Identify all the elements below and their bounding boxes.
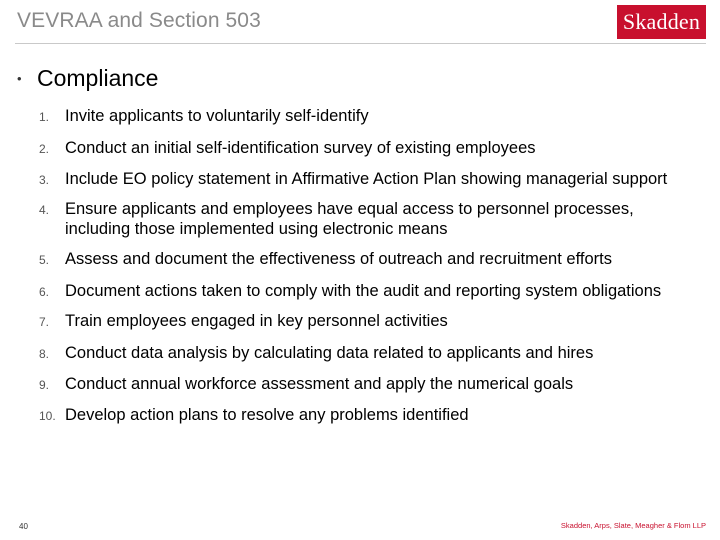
list-item <box>39 343 679 363</box>
list-item-text: Invite applicants to voluntarily self-identify <box>65 107 369 125</box>
slide-title: VEVRAA and Section 503 <box>17 9 261 32</box>
list-item-number: 1. <box>39 110 50 124</box>
title-divider <box>15 43 706 44</box>
list-item-text: Document actions taken to comply with the audit and reporting system obligations <box>65 282 662 300</box>
list-item <box>39 405 679 425</box>
list-item <box>39 249 679 269</box>
list-item-number: 5. <box>39 253 50 267</box>
list-item-number: 9. <box>39 378 50 392</box>
list-item <box>39 311 679 331</box>
section-bullet <box>17 65 158 92</box>
list-item <box>39 138 679 158</box>
list-item-number: 2. <box>39 142 50 156</box>
list-item-number: 8. <box>39 347 50 361</box>
section-heading: Compliance <box>37 65 159 91</box>
list-item-number: 6. <box>39 285 50 299</box>
list-item-number: 7. <box>39 315 50 329</box>
list-item-number: 4. <box>39 203 50 217</box>
list-item-text: Conduct an initial self-identification survey of existing employees <box>65 139 536 157</box>
list-item <box>39 199 679 239</box>
skadden-logo <box>617 5 706 39</box>
logo-text: Skadden <box>622 9 701 34</box>
list-item-text: Develop action plans to resolve any problems identified <box>65 406 469 424</box>
compliance-steps-list <box>39 106 679 425</box>
list-item-text: Assess and document the effectiveness of outreach and recruitment efforts <box>65 250 612 268</box>
bullet-icon: • <box>17 71 22 86</box>
list-item-number: 3. <box>39 173 50 187</box>
list-item-text: Include EO policy statement in Affirmative Action Plan showing managerial support <box>65 170 668 188</box>
list-item <box>39 374 679 394</box>
list-item-text: Conduct annual workforce assessment and apply the numerical goals <box>65 375 574 393</box>
footer-firm-name: Skadden, Arps, Slate, Meagher & Flom LLP <box>560 521 706 530</box>
list-item-number: 10. <box>39 409 56 423</box>
list-item-text: Ensure applicants and employees have equal access to personnel processes, including those implemented using electronic means <box>65 200 634 238</box>
list-item-text: Conduct data analysis by calculating data related to applicants and hires <box>65 344 594 362</box>
list-item-text: Train employees engaged in key personnel activities <box>65 312 448 330</box>
list-item <box>39 106 679 126</box>
list-item <box>39 281 679 301</box>
list-item <box>39 169 679 189</box>
page-number: 40 <box>19 522 28 531</box>
